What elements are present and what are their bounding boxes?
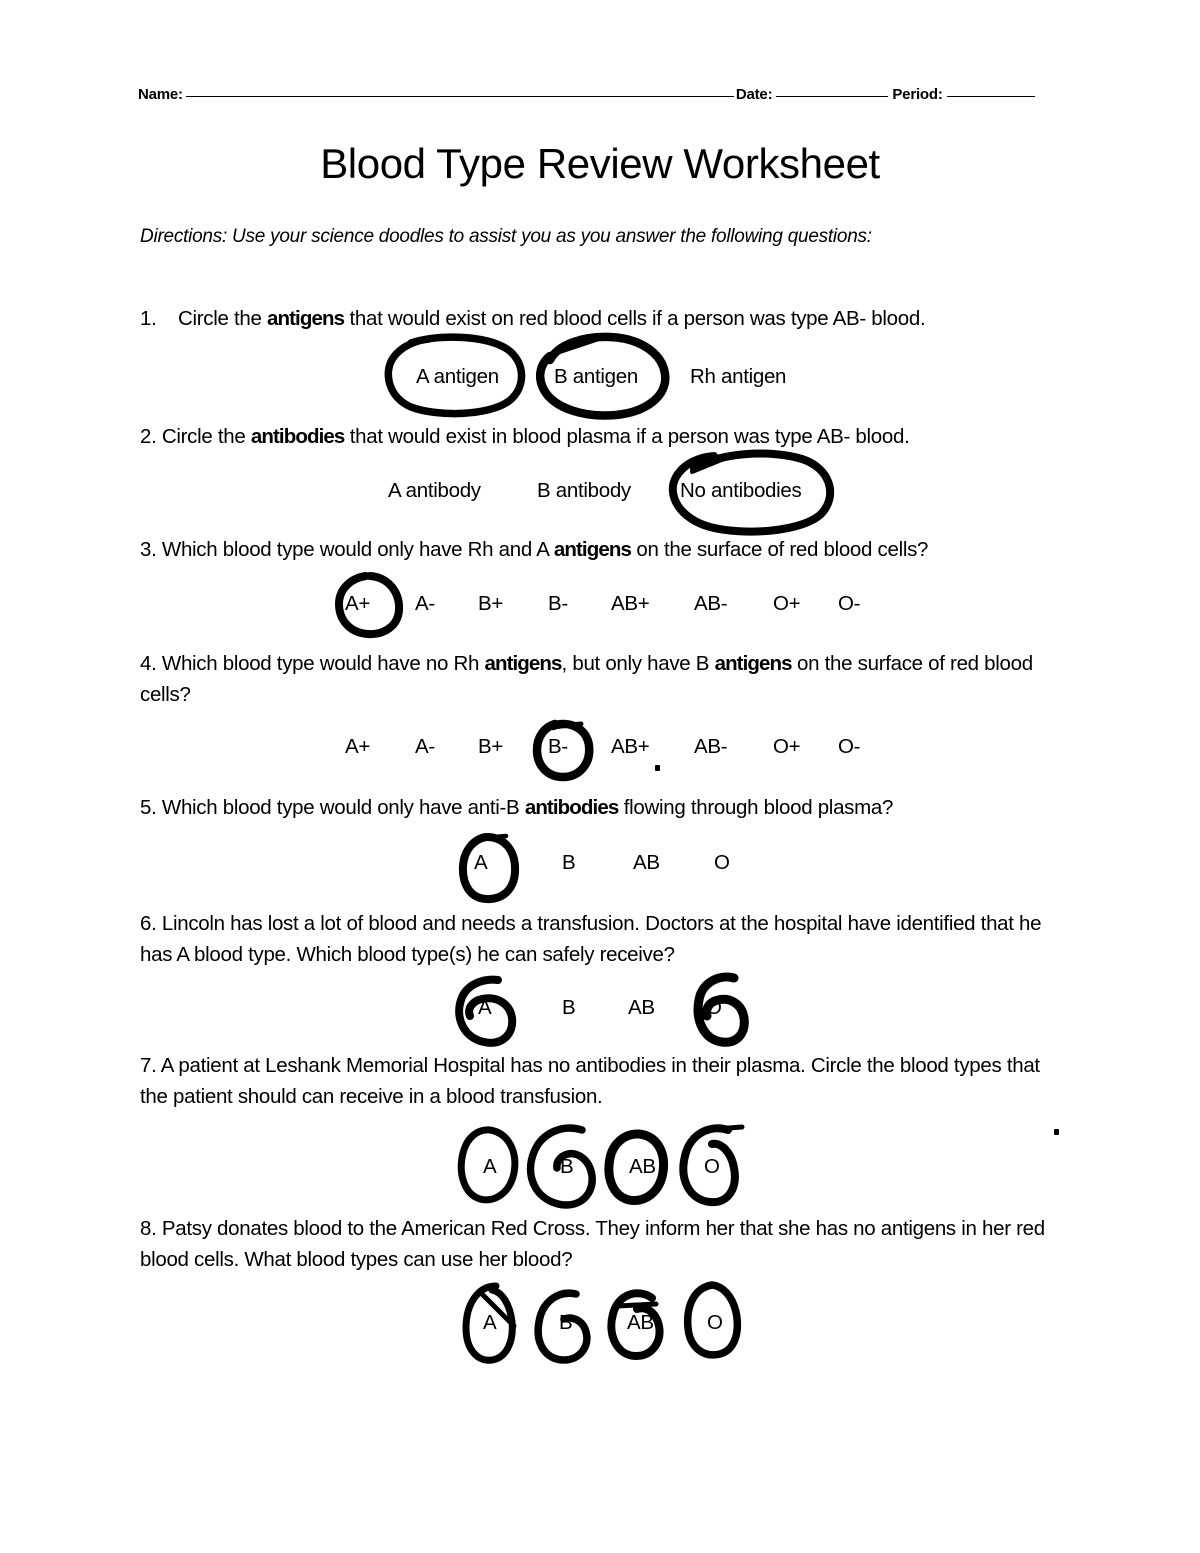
question-5-text [140, 792, 1040, 823]
question-5-bold-antibodies: antibodies [524, 796, 619, 819]
option-a-antibody[interactable]: A antibody [388, 479, 481, 502]
option-q5-a[interactable]: A [474, 851, 488, 874]
circle-mark-q5-a [458, 832, 524, 904]
option-q5-b[interactable]: B [562, 851, 576, 874]
option-q7-o[interactable]: O [704, 1155, 720, 1178]
period-blank-field[interactable] [947, 96, 1035, 97]
option-q7-b[interactable]: B [560, 1155, 574, 1178]
question-1-number: 1. [140, 307, 157, 330]
option-no-antibodies[interactable]: No antibodies [680, 479, 802, 502]
option-ab-plus[interactable]: AB+ [611, 592, 650, 615]
question-7-body: 7. A patient at Leshank Memorial Hospital has no antibodies in their plasma. Circle the blood types that the patient should can receive in a blood transfusion. [140, 1054, 1040, 1109]
question-4-text [140, 648, 1050, 710]
option-q6-o[interactable]: O [706, 996, 722, 1019]
option-b-antigen[interactable]: B antigen [554, 365, 638, 388]
question-6-body: 6. Lincoln has lost a lot of blood and needs a transfusion. Doctors at the hospital have identified that he has A blood type. Which blood type(s) he can safely receive? [140, 912, 1042, 967]
question-3-part2: on the surface of red blood cells? [630, 538, 929, 561]
question-2-bold-antibodies: antibodies [250, 425, 345, 448]
name-label: Name: [138, 86, 183, 103]
stray-ink-dot-q4 [655, 765, 660, 771]
option-q6-b[interactable]: B [562, 996, 576, 1019]
option-q5-ab[interactable]: AB [633, 851, 660, 874]
question-4-part3: on the surface of red blood cells? [140, 652, 1033, 707]
option-q4-a-plus[interactable]: A+ [345, 735, 371, 758]
student-info-header [138, 86, 1038, 103]
option-b-antibody[interactable]: B antibody [537, 479, 631, 502]
option-q7-ab[interactable]: AB [629, 1155, 656, 1178]
page-title: Blood Type Review Worksheet [320, 140, 880, 187]
option-a-minus[interactable]: A- [415, 592, 435, 615]
option-rh-antigen[interactable]: Rh antigen [690, 365, 787, 388]
period-label: Period: [892, 86, 943, 103]
question-4-part1: 4. Which blood type would have no Rh [140, 652, 485, 675]
option-b-plus[interactable]: B+ [478, 592, 504, 615]
option-q5-o[interactable]: O [714, 851, 730, 874]
question-1-text [140, 303, 1040, 334]
option-q4-b-plus[interactable]: B+ [478, 735, 504, 758]
option-q4-b-minus[interactable]: B- [548, 735, 568, 758]
date-label: Date: [735, 86, 773, 103]
question-3-part1: 3. Which blood type would only have Rh and A [140, 538, 554, 561]
option-q4-o-plus[interactable]: O+ [773, 735, 801, 758]
question-5-part2: flowing through blood plasma? [618, 796, 894, 819]
question-8-text [140, 1213, 1050, 1275]
option-q6-ab[interactable]: AB [628, 996, 655, 1019]
question-2-text [140, 421, 1040, 452]
question-7-text [140, 1050, 1040, 1112]
option-o-plus[interactable]: O+ [773, 592, 801, 615]
option-b-minus[interactable]: B- [548, 592, 568, 615]
question-4-bold-antigens-2: antigens [714, 652, 792, 675]
question-3-text [140, 534, 1040, 565]
option-q6-a[interactable]: A [478, 996, 492, 1019]
stray-ink-dot-q7 [1054, 1129, 1059, 1135]
option-q7-a[interactable]: A [483, 1155, 497, 1178]
option-q4-o-minus[interactable]: O- [838, 735, 861, 758]
question-4-part2: , but only have B [561, 652, 715, 675]
option-ab-minus[interactable]: AB- [694, 592, 728, 615]
question-1-part1: Circle the [178, 307, 267, 330]
question-1-part2: that would exist on red blood cells if a person was type AB- blood. [344, 307, 926, 330]
question-6-text [140, 908, 1050, 970]
question-2-part1: 2. Circle the [140, 425, 251, 448]
option-q8-b[interactable]: B [559, 1311, 573, 1334]
name-blank-field[interactable] [186, 96, 734, 97]
option-a-plus[interactable]: A+ [345, 592, 371, 615]
option-q8-ab[interactable]: AB [627, 1311, 654, 1334]
question-1-bold-antigens: antigens [266, 307, 345, 330]
option-q4-ab-minus[interactable]: AB- [694, 735, 728, 758]
option-a-antigen[interactable]: A antigen [416, 365, 499, 388]
option-q8-o[interactable]: O [707, 1311, 723, 1334]
directions-text: Directions: Use your science doodles to assist you as you answer the following questions: [140, 226, 872, 247]
date-blank-field[interactable] [776, 96, 888, 97]
question-8-body: 8. Patsy donates blood to the American Red Cross. They inform her that she has no antigens in her red blood cells. What blood types can use her blood? [140, 1217, 1045, 1272]
question-5-part1: 5. Which blood type would only have anti-B [140, 796, 525, 819]
option-q8-a[interactable]: A [483, 1311, 497, 1334]
question-4-bold-antigens-1: antigens [484, 652, 562, 675]
option-q4-ab-plus[interactable]: AB+ [611, 735, 650, 758]
question-2-part2: that would exist in blood plasma if a person was type AB- blood. [344, 425, 910, 448]
option-o-minus[interactable]: O- [838, 592, 861, 615]
question-3-bold-antigens: antigens [553, 538, 631, 561]
option-q4-a-minus[interactable]: A- [415, 735, 435, 758]
